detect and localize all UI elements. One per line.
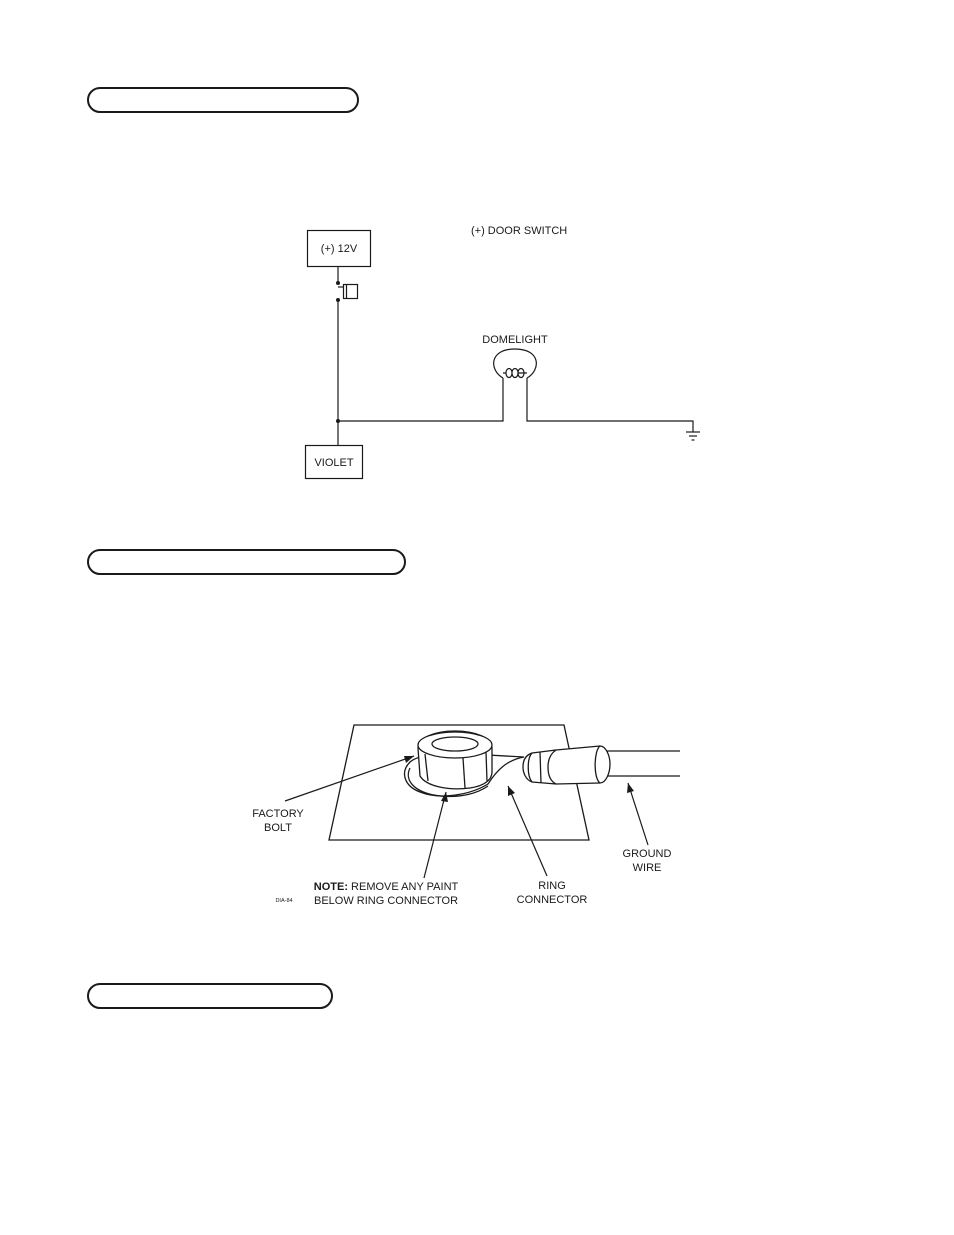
- ground-wire-label-1: GROUND: [622, 848, 672, 860]
- ground-diagram: [329, 725, 680, 840]
- power-label: (+) 12V: [320, 243, 358, 255]
- ground-return-wire: [527, 378, 693, 432]
- note-text-1: REMOVE ANY PAINT: [348, 881, 459, 893]
- ground-wire-label-2: WIRE: [632, 862, 662, 874]
- ring-connector-label-1: RING: [538, 880, 566, 892]
- switch-terminal-bottom: [336, 298, 340, 302]
- note-line-1: [314, 881, 459, 893]
- door-switch-label: (+) DOOR SWITCH: [471, 225, 568, 237]
- domelight-bulb-icon: [494, 349, 537, 378]
- bolt-leader: [285, 756, 414, 801]
- note-prefix: NOTE:: [313, 881, 348, 893]
- switch-terminal-top: [336, 281, 340, 285]
- violet-label: VIOLET: [314, 457, 354, 469]
- note-line-2: BELOW RING CONNECTOR: [313, 895, 459, 907]
- door-switch-icon: [344, 285, 358, 299]
- ground-wire-sleeve: [546, 746, 610, 784]
- ring-arrowhead-icon: [508, 786, 515, 796]
- domelight-label: DOMELIGHT: [482, 334, 548, 346]
- figure-code: DIA-84: [275, 898, 293, 904]
- wire-arrowhead-icon: [627, 783, 634, 793]
- note-leader: [424, 792, 446, 878]
- ground-symbol-icon: [686, 432, 700, 440]
- ring-leader: [508, 786, 547, 876]
- bolt-top-face: [418, 732, 492, 758]
- factory-bolt-label-1: FACTORY: [252, 808, 304, 820]
- ring-connector-label-2: CONNECTOR: [516, 894, 588, 906]
- domelight-filament: [503, 369, 527, 378]
- factory-bolt-label-2: BOLT: [264, 822, 292, 834]
- wire-junction: [336, 419, 340, 423]
- domelight-feed-wire: [338, 378, 503, 421]
- wire-leader: [628, 783, 648, 845]
